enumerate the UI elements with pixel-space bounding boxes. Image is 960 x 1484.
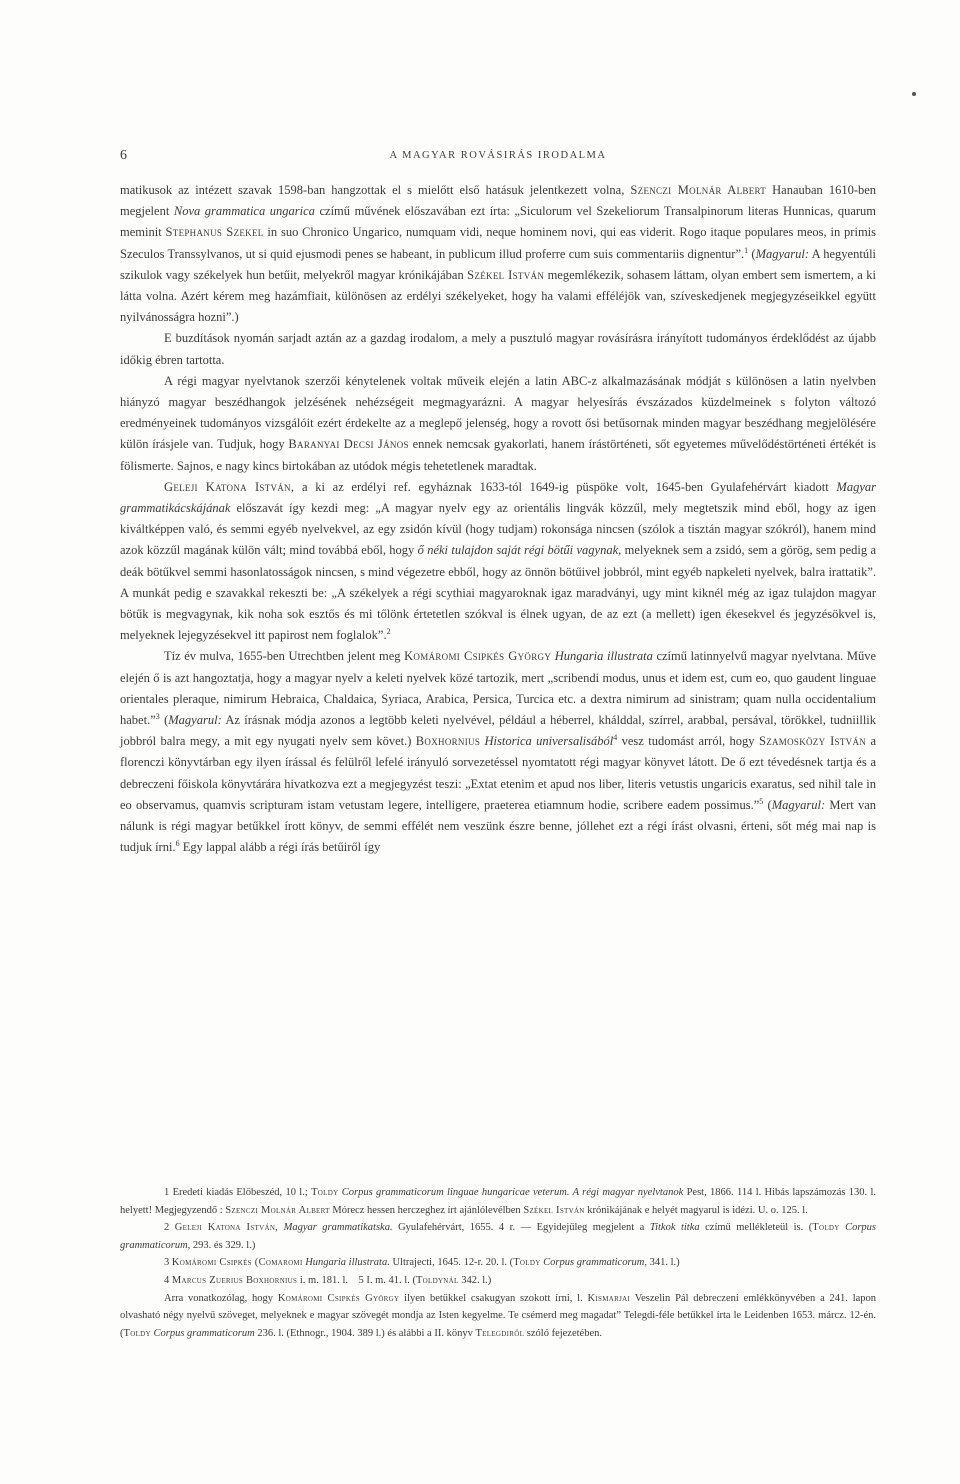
text-run: Mórecz hessen herczeghez írt ajánlólevélben (332, 1204, 521, 1216)
text-run: Ultrajecti, 1645. 12-r. 20. l. ( (392, 1257, 514, 1269)
text-run: Hanauban 1610-ben megjelent (120, 183, 877, 219)
text-run: ennek nemcsak gyakorlati, hanem írástörténeti, sőt egyetemes művelődéstörténeti értékét is fölismerte. Sajnos, e nagy kincs birtokában az utódok mégis tehetetlenek maradtak. (120, 437, 877, 473)
text-run: Egy lappal alább a régi írás betűiről így (182, 840, 381, 855)
text-run: Arra vonatkozólag, hogy (164, 1292, 274, 1304)
person-name: Szenczi Molnár Albert (225, 1204, 330, 1216)
book-title: Nova grammatica ungarica (173, 204, 315, 219)
person-name: Komáromi Csipkés (Comaromi (171, 1257, 303, 1269)
person-name: Szamosközy István (758, 734, 867, 749)
footnote-2 (120, 1219, 876, 1254)
text-run: Tíz év mulva, 1655-ben Utrechtben jelent meg (164, 649, 401, 664)
text-run: megemlékezik, sohasem láttam, olyan embert sem ismertem, a ki látta volna. Azért kérem meg hazámfiait, különösen az erdélyi székelyeket, hogy ha valami efféléjök van, szíveskedjenek megjegyzéseikkel együtt nyilvánosságra hozni”.) (120, 267, 876, 325)
person-name: Székel István (467, 267, 545, 282)
text-run: melyeknek sem a zsidó, sem a görög, sem pedig a deák bötűkvel semmi hasonlatosságok nincsen, s mind végezetre ebből, hogy az önnön bötűivel jobbról, mint egyéb napkeleti nyelvek, balra irattatik”. A munkát pedig e szavakkal rekeszti be: „A székelyek a régi scythiai magyaroknak igaz maradványi, ugy mint kiknél még az igaz tulajdon magyar bötűk is megvagynak, kik noha sok esztős és mi tőlönk értetetlen szókval is élnek ugyan, de az ezt (a mellett) igen ékesekvel és jegyzésökvel is, melyeknek lejegyzésekvel itt papirost nem foglalok”. (120, 543, 877, 643)
footnote-ref: 6 (175, 839, 180, 849)
person-name: Szenczi Molnár Albert (630, 183, 767, 197)
footnote-ref: 2 (386, 627, 391, 637)
text-run: Mert van nálunk is régi magyar betűkkel írott könyv, de semmi effélét nem veszünk észre benne, jóllehet ezt a régi írást olvasni, érteni, sőt még mai nap is tudjuk írni. (120, 797, 877, 855)
person-name: Geleji Katona István, (164, 479, 295, 494)
paragraph-3 (120, 371, 876, 477)
text-run: matikusok az intézett szavak 1598-ban hangzottak el s mielőtt első hatásuk jelentkezett volna, (120, 183, 625, 197)
book-title: Magyar grammatikácskájának (120, 479, 876, 516)
person-name: Toldy (812, 1222, 840, 1234)
person-name: Toldy (311, 1187, 339, 1198)
footnote-ref: 1 (744, 245, 749, 255)
page-header (120, 148, 876, 168)
text-run: ( (767, 797, 772, 812)
person-name: Marcus Zuerius Boxhornius (171, 1274, 298, 1286)
text-run: krónikájának e helyét magyarul is idézi. U. o. 125. l. (587, 1204, 808, 1216)
body-text (120, 180, 876, 859)
person-name: Kismarjai (587, 1292, 631, 1304)
person-name: Baranyai Decsi János (288, 437, 409, 452)
footnote-4-5 (120, 1272, 876, 1290)
text-run: ilyen betűkkel csakugyan szokott írni, l. (404, 1292, 583, 1304)
text-run: szóló fejezetében. (526, 1327, 602, 1339)
text-run: czímű művének előszavában ezt írta: „Siculorum vel Szekeliorum Transalpinorum literas Hunnicas, quarum meminit (120, 204, 877, 240)
text-run: ( (751, 246, 756, 261)
footnote-ref: 4 (613, 733, 618, 743)
text-run: 293. és 329. l.) (192, 1239, 256, 1251)
text-run: Gyulafehérvárt, 1655. 4 r. — Egyidejűleg megjelent a (398, 1222, 645, 1234)
footnote-ref: 3 (155, 711, 160, 721)
book-title: Hungaria illustrata (554, 649, 653, 664)
footnote-3 (120, 1254, 876, 1272)
paragraph-5 (120, 646, 876, 858)
text-run: czímű latinnyelvű magyar nyelvtana. Műve elején ő is azt hangoztatja, hogy a magyar nyelv a keleti nyelvek közé tartozik, mert „scribendi modus, unus et idem est, cum eo, quo gaudent linguae orientales pleraque, nimirum Hebraica, Chaldaica, Syriaca, Arabica, Persica, Turcica etc. a dextra nimirum ad sinistram; quam nulla occidentalium habet.” (120, 649, 877, 728)
footnotes (120, 1184, 876, 1342)
footnote-1 (120, 1184, 876, 1219)
text-run: 5 I. m. 41. l. ( (358, 1274, 416, 1286)
person-name: Székel István (523, 1204, 585, 1216)
text-run: czímű mellékleteül is. ( (705, 1222, 813, 1234)
text-run: előszavát így kezdi meg: „A magyar nyelv egy az orientális lingvák közzűl, mely megtetszik mind eből, hogy az igen kiváltképpen való, és semmi egyéb nyelvekvel, az egy zsidón kívül (hogy tudjam) rokonsága nincsen (szólok a tisztán magyar szókról), hanem mind azok közzűl magának külön vált; mind továbbá eből, hogy (120, 501, 877, 558)
translation-label: Magyarul: (755, 246, 810, 261)
footnote-6 (120, 1290, 876, 1343)
book-title: Corpus grammaticorum, (543, 1257, 648, 1269)
paragraph-2: E buzdítások nyomán sarjadt aztán az a gazdag irodalom, a mely a pusztuló magyar rovásírásra irányított tudományos érdeklődést az újabb időkig ébren tartotta. (120, 331, 876, 367)
person-name: Toldy (513, 1257, 541, 1269)
text-run: 236. l. (Ethnogr., 1904. 389 l.) és alábbi a II. könyv (257, 1327, 473, 1339)
person-name: Boxhornius (415, 734, 481, 749)
text-run: 342. l.) (461, 1274, 492, 1286)
text-run: 2 (164, 1222, 170, 1234)
text-run: Veszelin Pál debreczeni emlékkönyvében a 241. lapon olvasható négy nyelvű szöveget, melyeknek e magyar szövegét mondja az Isten kegyelme. Te csémerd meg magadat” Telegdi-féle betűkkel írta le Leidenben 1653. márcz. 12-én. (120, 1292, 877, 1322)
person-name: Toldynál (415, 1274, 459, 1286)
book-title: Magyar grammatikatska. (283, 1222, 393, 1234)
person-name: Komáromi Csipkés György (404, 649, 552, 664)
text-run: 1 Eredeti kiadás Előbeszéd, 10 l.; (164, 1187, 308, 1198)
book-title: Corpus grammaticorum, (120, 1222, 877, 1251)
book-title: Hungaria illustrata. (305, 1257, 390, 1269)
book-title: Historica universalisából (484, 734, 614, 749)
text-run: Pest, 1866. 114 l. Hibás lapszámozás 130. l. helyett! Megjegyzendő : (120, 1187, 877, 1216)
running-title: A MAGYAR ROVÁSIRÁS IRODALMA (389, 150, 607, 161)
book-title: Corpus grammaticorum (153, 1327, 255, 1339)
text-run: 3 (164, 1257, 170, 1269)
person-name: Geleji Katona István, (174, 1222, 279, 1234)
paragraph-4 (120, 477, 876, 647)
person-name: Telegdiről (475, 1327, 525, 1339)
translation-label: Magyarul: (168, 713, 222, 728)
text-run: A hegyentúli szikulok vagy székelyek hun betűit, melyekről magyar krónikájában (120, 246, 877, 282)
emphasis: ő néki tulajdon saját régi bötűi vagynak, (417, 543, 622, 558)
text-run: ( (164, 713, 169, 728)
person-name: Komáromi Csipkés György (277, 1292, 400, 1304)
text-run: ( (120, 1327, 124, 1339)
translation-label: Magyarul: (771, 797, 826, 812)
text-run: i. m. 181. l. (299, 1274, 348, 1286)
text-run: a ki az erdélyi ref. egyháznak 1633-tól 1649-ig püspöke volt, 1645-ben Gyulafehérvárt kiadott (302, 479, 829, 494)
text-run: A régi magyar nyelvtanok szerzői kénytelenek voltak műveik elején a latin ABC-z alkalmazásának módját s különösen a latin nyelvben hiányzó magyar beszédhangok jelzésének nehézségeit megmagyarázni. A magyar helyesírás évszázados küzdelmeinek s folyton változó eredményeinek tudományos vizsgálóit ezért érdekelte az a meglepő jelenség, hogy a rovott ősi betűsornak minden magyar beszédhang megjelölésére külön írásjele van. Tudjuk, hogy (120, 373, 876, 452)
book-title: Corpus grammaticorum linguae hungaricae veterum. A régi magyar nyelvtanok (341, 1187, 684, 1198)
text-run: vesz tudomást arról, hogy (621, 734, 755, 749)
book-title: Titkok titka (649, 1222, 700, 1234)
text-run: in suo Chronico Ungarico, numquam vidi, neque hominem novi, qui eas viderit. Rogo itaque populares meos, in primis Szeculos Transsylvanos, ut si quid ejusmodi penes se habeant, in publicum illud proferre cum suis commentariis dignentur”. (120, 225, 877, 261)
footnote-ref: 5 (759, 796, 764, 806)
person-name: Stephanus Szekel (165, 225, 264, 240)
text-run: 4 (164, 1274, 170, 1286)
text-run: 341. l.) (649, 1257, 680, 1269)
page-number: 6 (120, 148, 127, 163)
text-run: a florenczi könyvtárban egy ilyen írással és felülről lefelé irányuló sorvezetéssel nyomtatott régi magyar könyvet látott. De ő ezt tévedésnek tartja és a debreczeni főiskola könyvtárára hivatkozva ezt a megjegyzést teszi: „Extat etenim et apud nos liber, literis vetustis ungaricis exaratus, sed nihil tale in eo observamus, quamvis scripturam istam vetustam legere, intelligere, praeterea etiamnum hodie, scribere eadem possimus.” (120, 734, 877, 812)
person-name: Toldy (123, 1327, 151, 1339)
scan-speck (912, 92, 916, 96)
text-run: Az írásnak módja azonos a legtöbb keleti nyelvével, például a héberrel, khálddal, szírrel, arabbal, persával, törökkel, tudniillik jobbról balra megy, a mit egy nyugati nyelv sem követ.) (120, 713, 877, 749)
paragraph-1 (120, 180, 876, 328)
